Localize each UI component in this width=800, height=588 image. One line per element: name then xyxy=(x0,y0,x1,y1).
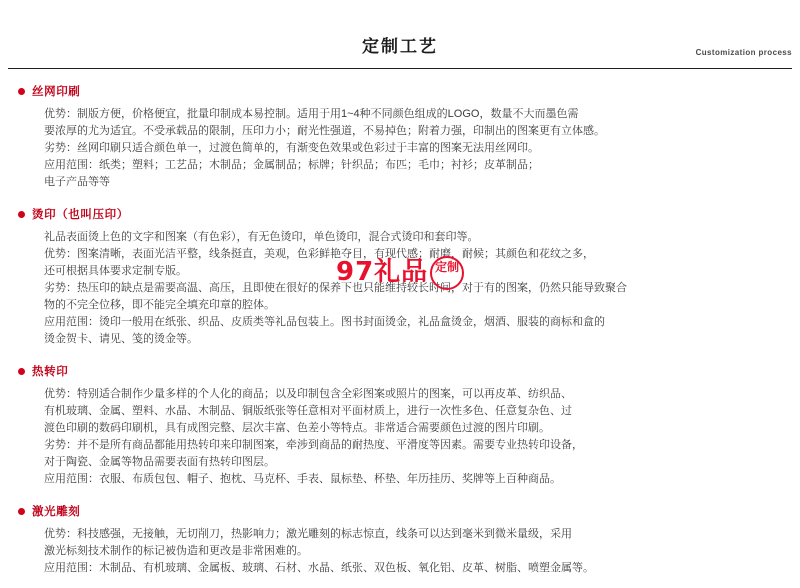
paragraph xyxy=(12,106,788,122)
paragraph: 对于陶瓷、金属等物品需要表面有热转印图层。 xyxy=(44,456,275,468)
paragraph-text: 科技感强，无接触，无切削刀，热影响力；激光雕刻的标志惊直，线条可以达到毫米到微米量级，采用 xyxy=(77,528,572,540)
section-title: 热转印 xyxy=(32,366,69,378)
paragraph-text: 木制品、有机玻璃、金属板、玻璃、石材、水晶、纸张、双色板、氧化铝、皮革、树脂、喷塑金属等。 xyxy=(99,562,594,574)
page-title: 定制工艺 xyxy=(362,37,438,56)
document-body xyxy=(0,69,800,576)
section-heat-transfer xyxy=(12,363,788,487)
watermark-stamp: 定制 xyxy=(430,256,464,290)
paragraph: 物的不完全位移，即不能完全填充印章的腔体。 xyxy=(44,299,275,311)
section-heading xyxy=(12,83,788,99)
paragraph: 有机玻璃、金属、塑料、水晶、木制品、铜版纸张等任意相对平面材质上，进行一次性多色、任意复杂色、过 xyxy=(44,405,572,417)
paragraph-text: 丝网印刷只适合颜色单一，过渡色简单的，有渐变色效果或色彩过于丰富的图案无法用丝网印。 xyxy=(77,142,539,154)
document-header xyxy=(0,0,800,68)
section-heading xyxy=(12,206,788,222)
paragraph-label: 优势： xyxy=(44,388,77,400)
paragraph-label: 优势： xyxy=(44,248,77,260)
paragraph xyxy=(12,471,788,487)
paragraph-label: 应用范围： xyxy=(44,562,99,574)
bullet-icon xyxy=(18,211,25,218)
paragraph: 要浓厚的尤为适宜。不受承载品的限制，压印力小；耐光性强道，不易掉色；附着力强，印制出的图案更有立体感。 xyxy=(44,125,605,137)
paragraph-text: 衣服、布质包包、帽子、抱枕、马克杯、手表、鼠标垫、杯垫、年历挂历、奖牌等上百种商品。 xyxy=(99,473,561,485)
paragraph-label: 劣势： xyxy=(44,142,77,154)
paragraph xyxy=(12,526,788,542)
paragraph-label: 劣势： xyxy=(44,439,77,451)
paragraph-text: 纸类；塑料；工艺品；木制品；金属制品；标牌；针织品；布匹；毛巾；衬衫；皮革制品； xyxy=(99,159,539,171)
paragraph-text: 图案清晰，表面光洁平整，线条挺直，美观，色彩鲜艳夺目，有现代感；耐磨，耐候；其颜色和花纹之多， xyxy=(77,248,594,260)
paragraph xyxy=(12,157,788,173)
bullet-icon xyxy=(18,88,25,95)
paragraph-label: 优势： xyxy=(44,108,77,120)
paragraph-label: 劣势： xyxy=(44,282,77,294)
paragraph-text: 烫印一般用在纸张、织品、皮质类等礼品包装上。图书封面烫金，礼品盒烫金，烟酒、服装的商标和盒的 xyxy=(99,316,605,328)
paragraph xyxy=(12,246,788,262)
paragraph: 烫金贺卡、请见、笺的烫金等。 xyxy=(44,333,198,345)
paragraph: 激光标刻技术制作的标记被伪造和更改是非常困难的。 xyxy=(44,545,308,557)
section-laser-engraving xyxy=(12,503,788,576)
paragraph-label: 应用范围： xyxy=(44,159,99,171)
section-title: 烫印（也叫压印） xyxy=(32,209,129,221)
section-heading xyxy=(12,363,788,379)
paragraph-label: 优势： xyxy=(44,528,77,540)
bullet-icon xyxy=(18,508,25,515)
section-hot-stamping xyxy=(12,206,788,347)
paragraph-text: 制版方便，价格便宜，批量印制成本易控制。适用于用1~4种不同颜色组成的LOGO，数量不大而墨色需 xyxy=(77,108,579,120)
section-title: 激光雕刻 xyxy=(32,506,81,518)
section-title: 丝网印刷 xyxy=(32,86,81,98)
paragraph: 渡色印刷的数码印刷机，具有成图完整、层次丰富、色差小等特点。非常适合需要颜色过渡的图片印刷。 xyxy=(44,422,550,434)
paragraph xyxy=(12,140,788,156)
paragraph-label: 应用范围： xyxy=(44,473,99,485)
paragraph: 还可根据具体要求定制专版。 xyxy=(44,265,187,277)
paragraph-label: 应用范围： xyxy=(44,316,99,328)
paragraph-text: 特别适合制作少量多样的个人化的商品；以及印制包含全彩图案或照片的图案，可以再皮革、纺织品、 xyxy=(77,388,572,400)
paragraph: 礼品表面烫上色的文字和图案（有色彩），有无色烫印，单色烫印，混合式烫印和套印等。 xyxy=(44,231,479,243)
watermark-text: 97礼品 xyxy=(336,257,429,287)
page-subtitle: Customization process xyxy=(695,48,792,57)
paragraph-text: 并不是所有商品都能用热转印来印制图案，牵涉到商品的耐热度、平滑度等因素。需要专业热转印设备， xyxy=(77,439,583,451)
paragraph-text: 热压印的缺点是需要高温、高压，且即使在很好的保养下也只能维持较长时间，对于有的图案，仍然只能导致聚合 xyxy=(77,282,627,294)
paragraph: 电子产品等等 xyxy=(44,176,110,188)
paragraph xyxy=(12,280,788,296)
bullet-icon xyxy=(18,368,25,375)
paragraph xyxy=(12,437,788,453)
section-silkscreen xyxy=(12,83,788,190)
paragraph xyxy=(12,560,788,576)
section-heading xyxy=(12,503,788,519)
paragraph xyxy=(12,386,788,402)
paragraph xyxy=(12,314,788,330)
